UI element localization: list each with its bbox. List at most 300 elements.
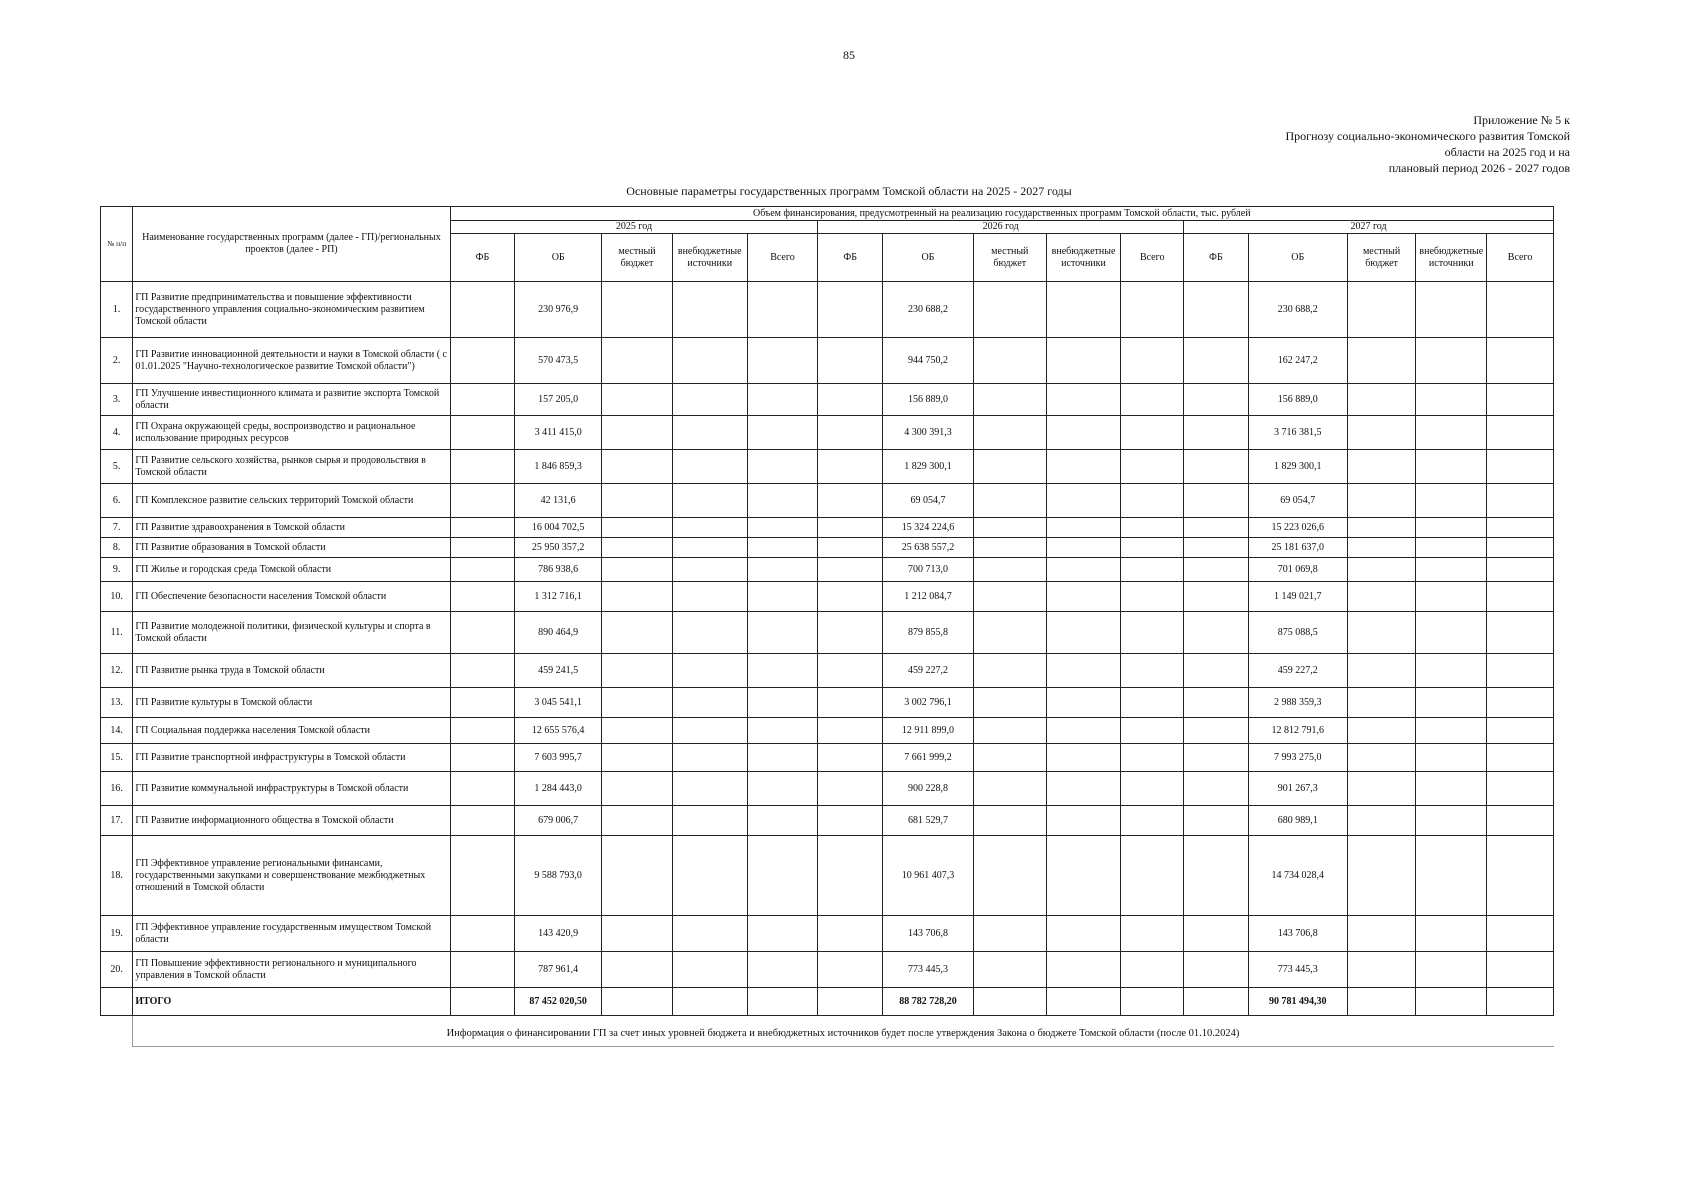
cell-2027-fb bbox=[1184, 416, 1249, 450]
cell-2027-total bbox=[1487, 484, 1554, 518]
cell-2025-extra bbox=[672, 450, 747, 484]
cell-2025-total bbox=[747, 538, 818, 558]
cell-2027-extra bbox=[1416, 612, 1487, 654]
cell-2025-local bbox=[602, 416, 673, 450]
cell-2027-total bbox=[1487, 582, 1554, 612]
program-name: ГП Улучшение инвестиционного климата и развитие экспорта Томской области bbox=[133, 384, 450, 416]
cell-2026-fb bbox=[818, 718, 883, 744]
cell-2025-fb bbox=[450, 558, 515, 582]
table-row bbox=[101, 558, 1554, 582]
cell-2025-ob: 3 045 541,1 bbox=[515, 688, 602, 718]
row-number: 1. bbox=[101, 282, 133, 338]
program-name: ГП Эффективное управление региональными финансами, государственными закупками и совершенствование межбюджетных отношений в Томской области bbox=[133, 836, 450, 916]
total-2026-total bbox=[1121, 988, 1184, 1016]
cell-2027-ob: 901 267,3 bbox=[1248, 772, 1347, 806]
cell-2027-extra bbox=[1416, 688, 1487, 718]
cell-2025-total bbox=[747, 806, 818, 836]
cell-2027-extra bbox=[1416, 916, 1487, 952]
cell-2026-extra bbox=[1046, 654, 1121, 688]
cell-2025-fb bbox=[450, 282, 515, 338]
cell-2025-local bbox=[602, 582, 673, 612]
cell-2026-local bbox=[973, 558, 1046, 582]
cell-2027-total bbox=[1487, 688, 1554, 718]
appendix-caption bbox=[1286, 112, 1571, 176]
cell-2026-ob: 69 054,7 bbox=[882, 484, 973, 518]
table-row bbox=[101, 450, 1554, 484]
cell-2026-fb bbox=[818, 384, 883, 416]
cell-2026-local bbox=[973, 484, 1046, 518]
cell-2027-ob: 25 181 637,0 bbox=[1248, 538, 1347, 558]
cell-2027-total bbox=[1487, 952, 1554, 988]
total-2027-extra bbox=[1416, 988, 1487, 1016]
cell-2027-extra bbox=[1416, 654, 1487, 688]
cell-2027-ob: 459 227,2 bbox=[1248, 654, 1347, 688]
cell-2027-local bbox=[1347, 384, 1416, 416]
cell-2025-total bbox=[747, 612, 818, 654]
cell-2027-ob: 15 223 026,6 bbox=[1248, 518, 1347, 538]
cell-2027-local bbox=[1347, 654, 1416, 688]
cell-2027-total bbox=[1487, 450, 1554, 484]
cell-2026-extra bbox=[1046, 282, 1121, 338]
cell-2026-total bbox=[1121, 806, 1184, 836]
cell-2025-ob: 12 655 576,4 bbox=[515, 718, 602, 744]
cell-2025-total bbox=[747, 582, 818, 612]
cell-2027-fb bbox=[1184, 582, 1249, 612]
cell-2025-extra bbox=[672, 538, 747, 558]
table-row bbox=[101, 338, 1554, 384]
cell-2027-local bbox=[1347, 416, 1416, 450]
cell-2025-local bbox=[602, 916, 673, 952]
total-2026-fb bbox=[818, 988, 883, 1016]
cell-2027-extra bbox=[1416, 836, 1487, 916]
row-number: 17. bbox=[101, 806, 133, 836]
cell-2025-fb bbox=[450, 654, 515, 688]
row-number: 14. bbox=[101, 718, 133, 744]
cell-2027-fb bbox=[1184, 688, 1249, 718]
cell-2025-extra bbox=[672, 952, 747, 988]
cell-2026-ob: 15 324 224,6 bbox=[882, 518, 973, 538]
cell-2026-fb bbox=[818, 484, 883, 518]
programs-table bbox=[100, 206, 1554, 1016]
cell-2026-ob: 4 300 391,3 bbox=[882, 416, 973, 450]
cell-2026-local bbox=[973, 282, 1046, 338]
appendix-line-1: Приложение № 5 к bbox=[1473, 113, 1570, 127]
cell-2025-total bbox=[747, 772, 818, 806]
cell-2025-total bbox=[747, 744, 818, 772]
cell-2027-local bbox=[1347, 772, 1416, 806]
row-number: 19. bbox=[101, 916, 133, 952]
total-2025-fb bbox=[450, 988, 515, 1016]
cell-2025-total bbox=[747, 282, 818, 338]
cell-2027-local bbox=[1347, 718, 1416, 744]
page-number: 85 bbox=[843, 48, 855, 62]
cell-2025-local bbox=[602, 836, 673, 916]
cell-2026-local bbox=[973, 916, 1046, 952]
cell-2027-extra bbox=[1416, 484, 1487, 518]
cell-2025-extra bbox=[672, 612, 747, 654]
cell-2026-extra bbox=[1046, 836, 1121, 916]
cell-2025-extra bbox=[672, 518, 747, 538]
cell-2026-fb bbox=[818, 688, 883, 718]
cell-2025-extra bbox=[672, 836, 747, 916]
cell-2027-fb bbox=[1184, 450, 1249, 484]
table-row bbox=[101, 836, 1554, 916]
table-row bbox=[101, 282, 1554, 338]
cell-2026-total bbox=[1121, 688, 1184, 718]
table-row bbox=[101, 654, 1554, 688]
cell-2025-extra bbox=[672, 484, 747, 518]
table-row bbox=[101, 744, 1554, 772]
table-row bbox=[101, 772, 1554, 806]
cell-2026-local bbox=[973, 952, 1046, 988]
cell-2027-local bbox=[1347, 338, 1416, 384]
program-name: ГП Комплексное развитие сельских территорий Томской области bbox=[133, 484, 450, 518]
cell-2025-ob: 25 950 357,2 bbox=[515, 538, 602, 558]
cell-2027-fb bbox=[1184, 772, 1249, 806]
cell-2026-ob: 900 228,8 bbox=[882, 772, 973, 806]
cell-2027-total bbox=[1487, 654, 1554, 688]
cell-2025-fb bbox=[450, 718, 515, 744]
row-number: 3. bbox=[101, 384, 133, 416]
row-number: 16. bbox=[101, 772, 133, 806]
total-2025-ob: 87 452 020,50 bbox=[515, 988, 602, 1016]
cell-2026-ob: 156 889,0 bbox=[882, 384, 973, 416]
cell-2026-extra bbox=[1046, 744, 1121, 772]
cell-2025-extra bbox=[672, 654, 747, 688]
cell-2027-local bbox=[1347, 806, 1416, 836]
cell-2026-total bbox=[1121, 772, 1184, 806]
cell-2026-fb bbox=[818, 916, 883, 952]
cell-2026-ob: 12 911 899,0 bbox=[882, 718, 973, 744]
appendix-line-3: области на 2025 год и на bbox=[1444, 145, 1570, 159]
cell-2027-ob: 1 149 021,7 bbox=[1248, 582, 1347, 612]
program-name: ГП Повышение эффективности регионального и муниципального управления в Томской области bbox=[133, 952, 450, 988]
cell-2027-local bbox=[1347, 836, 1416, 916]
cell-2026-total bbox=[1121, 384, 1184, 416]
cell-2026-total bbox=[1121, 744, 1184, 772]
cell-2027-local bbox=[1347, 538, 1416, 558]
cell-2027-local bbox=[1347, 916, 1416, 952]
cell-2026-ob: 459 227,2 bbox=[882, 654, 973, 688]
cell-2027-ob: 230 688,2 bbox=[1248, 282, 1347, 338]
cell-2025-fb bbox=[450, 952, 515, 988]
cell-2027-extra bbox=[1416, 338, 1487, 384]
cell-2026-fb bbox=[818, 654, 883, 688]
row-number: 11. bbox=[101, 612, 133, 654]
header-year-2026: 2026 год bbox=[818, 221, 1184, 234]
cell-2026-fb bbox=[818, 612, 883, 654]
header-2027-fb: ФБ bbox=[1184, 234, 1249, 282]
cell-2027-total bbox=[1487, 744, 1554, 772]
cell-2027-ob: 14 734 028,4 bbox=[1248, 836, 1347, 916]
cell-2027-ob: 680 989,1 bbox=[1248, 806, 1347, 836]
cell-2025-total bbox=[747, 518, 818, 538]
cell-2026-extra bbox=[1046, 484, 1121, 518]
cell-2026-fb bbox=[818, 582, 883, 612]
cell-2026-fb bbox=[818, 744, 883, 772]
table-row bbox=[101, 688, 1554, 718]
row-number: 6. bbox=[101, 484, 133, 518]
cell-2025-fb bbox=[450, 384, 515, 416]
row-number: 18. bbox=[101, 836, 133, 916]
cell-2026-total bbox=[1121, 558, 1184, 582]
cell-2026-fb bbox=[818, 416, 883, 450]
cell-2027-total bbox=[1487, 612, 1554, 654]
cell-2025-ob: 7 603 995,7 bbox=[515, 744, 602, 772]
cell-2026-ob: 143 706,8 bbox=[882, 916, 973, 952]
cell-2025-extra bbox=[672, 582, 747, 612]
cell-2025-ob: 9 588 793,0 bbox=[515, 836, 602, 916]
program-name: ГП Развитие молодежной политики, физической культуры и спорта в Томской области bbox=[133, 612, 450, 654]
cell-2027-total bbox=[1487, 836, 1554, 916]
cell-2027-ob: 69 054,7 bbox=[1248, 484, 1347, 518]
cell-2027-total bbox=[1487, 538, 1554, 558]
cell-2027-extra bbox=[1416, 744, 1487, 772]
cell-2026-local bbox=[973, 612, 1046, 654]
cell-2027-local bbox=[1347, 612, 1416, 654]
cell-2025-local bbox=[602, 484, 673, 518]
cell-2026-local bbox=[973, 718, 1046, 744]
cell-2025-fb bbox=[450, 916, 515, 952]
cell-2025-ob: 890 464,9 bbox=[515, 612, 602, 654]
cell-2026-local bbox=[973, 384, 1046, 416]
footnote: Информация о финансировании ГП за счет иных уровней бюджета и внебюджетных источников будет после утверждения Закона о бюджете Томской области (после 01.10.2024) bbox=[446, 1028, 1240, 1039]
cell-2027-extra bbox=[1416, 384, 1487, 416]
cell-2025-ob: 787 961,4 bbox=[515, 952, 602, 988]
cell-2027-local bbox=[1347, 558, 1416, 582]
cell-2025-fb bbox=[450, 416, 515, 450]
cell-2027-total bbox=[1487, 282, 1554, 338]
cell-2027-total bbox=[1487, 338, 1554, 384]
cell-2026-ob: 700 713,0 bbox=[882, 558, 973, 582]
row-number: 10. bbox=[101, 582, 133, 612]
cell-2025-ob: 42 131,6 bbox=[515, 484, 602, 518]
cell-2025-extra bbox=[672, 806, 747, 836]
header-2027-ob: ОБ bbox=[1248, 234, 1347, 282]
cell-2026-total bbox=[1121, 654, 1184, 688]
program-name: ГП Развитие рынка труда в Томской области bbox=[133, 654, 450, 688]
cell-2027-ob: 143 706,8 bbox=[1248, 916, 1347, 952]
cell-2025-fb bbox=[450, 688, 515, 718]
row-number: 4. bbox=[101, 416, 133, 450]
header-2027-total: Всего bbox=[1487, 234, 1554, 282]
cell-2026-local bbox=[973, 654, 1046, 688]
total-2027-total bbox=[1487, 988, 1554, 1016]
total-2027-fb bbox=[1184, 988, 1249, 1016]
row-number: 15. bbox=[101, 744, 133, 772]
cell-2027-fb bbox=[1184, 484, 1249, 518]
cell-2026-extra bbox=[1046, 718, 1121, 744]
header-2026-local: местный бюджет bbox=[973, 234, 1046, 282]
cell-2025-extra bbox=[672, 718, 747, 744]
cell-2026-extra bbox=[1046, 952, 1121, 988]
header-2025-fb: ФБ bbox=[450, 234, 515, 282]
cell-2027-fb bbox=[1184, 718, 1249, 744]
cell-2027-fb bbox=[1184, 744, 1249, 772]
cell-2025-fb bbox=[450, 518, 515, 538]
total-label: ИТОГО bbox=[133, 988, 450, 1016]
cell-2025-fb bbox=[450, 484, 515, 518]
cell-2026-local bbox=[973, 806, 1046, 836]
cell-2026-total bbox=[1121, 416, 1184, 450]
cell-2025-local bbox=[602, 654, 673, 688]
header-2025-extra: внебюджетные источники bbox=[672, 234, 747, 282]
cell-2027-extra bbox=[1416, 806, 1487, 836]
cell-2025-fb bbox=[450, 772, 515, 806]
cell-2027-local bbox=[1347, 688, 1416, 718]
cell-2025-ob: 786 938,6 bbox=[515, 558, 602, 582]
total-2026-extra bbox=[1046, 988, 1121, 1016]
cell-2025-fb bbox=[450, 836, 515, 916]
cell-2026-ob: 1 829 300,1 bbox=[882, 450, 973, 484]
cell-2025-fb bbox=[450, 806, 515, 836]
cell-2025-local bbox=[602, 806, 673, 836]
cell-2026-ob: 1 212 084,7 bbox=[882, 582, 973, 612]
total-2025-local bbox=[602, 988, 673, 1016]
cell-2025-ob: 143 420,9 bbox=[515, 916, 602, 952]
cell-2026-total bbox=[1121, 338, 1184, 384]
cell-2027-extra bbox=[1416, 772, 1487, 806]
table-row bbox=[101, 484, 1554, 518]
table-row bbox=[101, 806, 1554, 836]
total-2025-total bbox=[747, 988, 818, 1016]
cell-2025-fb bbox=[450, 582, 515, 612]
cell-2025-fb bbox=[450, 612, 515, 654]
total-2025-extra bbox=[672, 988, 747, 1016]
program-name: ГП Обеспечение безопасности населения Томской области bbox=[133, 582, 450, 612]
cell-2027-local bbox=[1347, 450, 1416, 484]
cell-2025-total bbox=[747, 484, 818, 518]
cell-2025-total bbox=[747, 450, 818, 484]
table-row bbox=[101, 952, 1554, 988]
header-2026-extra: внебюджетные источники bbox=[1046, 234, 1121, 282]
cell-2026-extra bbox=[1046, 558, 1121, 582]
cell-2025-total bbox=[747, 558, 818, 582]
table-row bbox=[101, 718, 1554, 744]
cell-2026-total bbox=[1121, 916, 1184, 952]
header-2026-fb: ФБ bbox=[818, 234, 883, 282]
program-name: ГП Развитие транспортной инфраструктуры в Томской области bbox=[133, 744, 450, 772]
cell-2027-extra bbox=[1416, 558, 1487, 582]
cell-2026-fb bbox=[818, 282, 883, 338]
program-name: ГП Развитие образования в Томской области bbox=[133, 538, 450, 558]
table-row bbox=[101, 538, 1554, 558]
cell-2026-total bbox=[1121, 952, 1184, 988]
cell-2026-local bbox=[973, 582, 1046, 612]
cell-2027-extra bbox=[1416, 582, 1487, 612]
cell-2027-total bbox=[1487, 416, 1554, 450]
header-name: Наименование государственных программ (далее - ГП)/региональных проектов (далее - РП) bbox=[133, 207, 450, 282]
cell-2027-extra bbox=[1416, 538, 1487, 558]
cell-2026-fb bbox=[818, 450, 883, 484]
cell-2027-fb bbox=[1184, 952, 1249, 988]
cell-2027-fb bbox=[1184, 916, 1249, 952]
cell-2026-ob: 879 855,8 bbox=[882, 612, 973, 654]
cell-2025-local bbox=[602, 952, 673, 988]
row-number: 12. bbox=[101, 654, 133, 688]
header-2026-ob: ОБ bbox=[882, 234, 973, 282]
cell-2027-total bbox=[1487, 384, 1554, 416]
cell-2026-local bbox=[973, 518, 1046, 538]
cell-2025-extra bbox=[672, 416, 747, 450]
cell-2025-extra bbox=[672, 338, 747, 384]
cell-2026-extra bbox=[1046, 582, 1121, 612]
cell-2025-extra bbox=[672, 282, 747, 338]
cell-2026-fb bbox=[818, 952, 883, 988]
header-2026-total: Всего bbox=[1121, 234, 1184, 282]
cell-2025-ob: 3 411 415,0 bbox=[515, 416, 602, 450]
table-row bbox=[101, 518, 1554, 538]
cell-2027-fb bbox=[1184, 558, 1249, 582]
program-name: ГП Развитие сельского хозяйства, рынков сырья и продовольствия в Томской области bbox=[133, 450, 450, 484]
cell-2027-ob: 2 988 359,3 bbox=[1248, 688, 1347, 718]
table-row bbox=[101, 582, 1554, 612]
program-name: ГП Развитие инновационной деятельности и науки в Томской области ( с 01.01.2025 "Научно-технологическое развитие Томской области") bbox=[133, 338, 450, 384]
cell-2026-extra bbox=[1046, 688, 1121, 718]
cell-2026-extra bbox=[1046, 518, 1121, 538]
cell-2025-fb bbox=[450, 538, 515, 558]
cell-2026-fb bbox=[818, 836, 883, 916]
cell-2025-local bbox=[602, 688, 673, 718]
total-2027-local bbox=[1347, 988, 1416, 1016]
cell-2026-extra bbox=[1046, 384, 1121, 416]
cell-2027-ob: 156 889,0 bbox=[1248, 384, 1347, 416]
cell-2025-local bbox=[602, 282, 673, 338]
table-row bbox=[101, 916, 1554, 952]
cell-2026-total bbox=[1121, 538, 1184, 558]
header-2025-total: Всего bbox=[747, 234, 818, 282]
cell-2025-local bbox=[602, 612, 673, 654]
cell-2026-extra bbox=[1046, 772, 1121, 806]
row-number: 9. bbox=[101, 558, 133, 582]
cell-2027-total bbox=[1487, 806, 1554, 836]
cell-2027-fb bbox=[1184, 836, 1249, 916]
cell-2025-ob: 679 006,7 bbox=[515, 806, 602, 836]
cell-2027-ob: 162 247,2 bbox=[1248, 338, 1347, 384]
cell-2026-extra bbox=[1046, 416, 1121, 450]
cell-2026-extra bbox=[1046, 538, 1121, 558]
cell-2026-fb bbox=[818, 772, 883, 806]
cell-2025-local bbox=[602, 450, 673, 484]
program-name: ГП Развитие коммунальной инфраструктуры в Томской области bbox=[133, 772, 450, 806]
cell-2025-ob: 1 312 716,1 bbox=[515, 582, 602, 612]
cell-2027-local bbox=[1347, 282, 1416, 338]
cell-2025-extra bbox=[672, 916, 747, 952]
cell-2027-ob: 875 088,5 bbox=[1248, 612, 1347, 654]
cell-2027-total bbox=[1487, 718, 1554, 744]
total-2027-ob: 90 781 494,30 bbox=[1248, 988, 1347, 1016]
row-number: 8. bbox=[101, 538, 133, 558]
cell-2026-total bbox=[1121, 612, 1184, 654]
cell-2027-local bbox=[1347, 952, 1416, 988]
row-number: 13. bbox=[101, 688, 133, 718]
program-name: ГП Развитие здравоохранения в Томской области bbox=[133, 518, 450, 538]
row-number: 20. bbox=[101, 952, 133, 988]
cell-2025-total bbox=[747, 688, 818, 718]
cell-2025-total bbox=[747, 416, 818, 450]
cell-2027-ob: 701 069,8 bbox=[1248, 558, 1347, 582]
table-body bbox=[101, 282, 1554, 988]
program-name: ГП Развитие предпринимательства и повышение эффективности государственного управления социально-экономическим развитием Томской области bbox=[133, 282, 450, 338]
cell-2026-local bbox=[973, 836, 1046, 916]
cell-2026-ob: 7 661 999,2 bbox=[882, 744, 973, 772]
header-2027-local: местный бюджет bbox=[1347, 234, 1416, 282]
cell-2027-extra bbox=[1416, 952, 1487, 988]
cell-2026-total bbox=[1121, 582, 1184, 612]
program-name: ГП Развитие культуры в Томской области bbox=[133, 688, 450, 718]
cell-2026-local bbox=[973, 744, 1046, 772]
cell-2025-local bbox=[602, 338, 673, 384]
